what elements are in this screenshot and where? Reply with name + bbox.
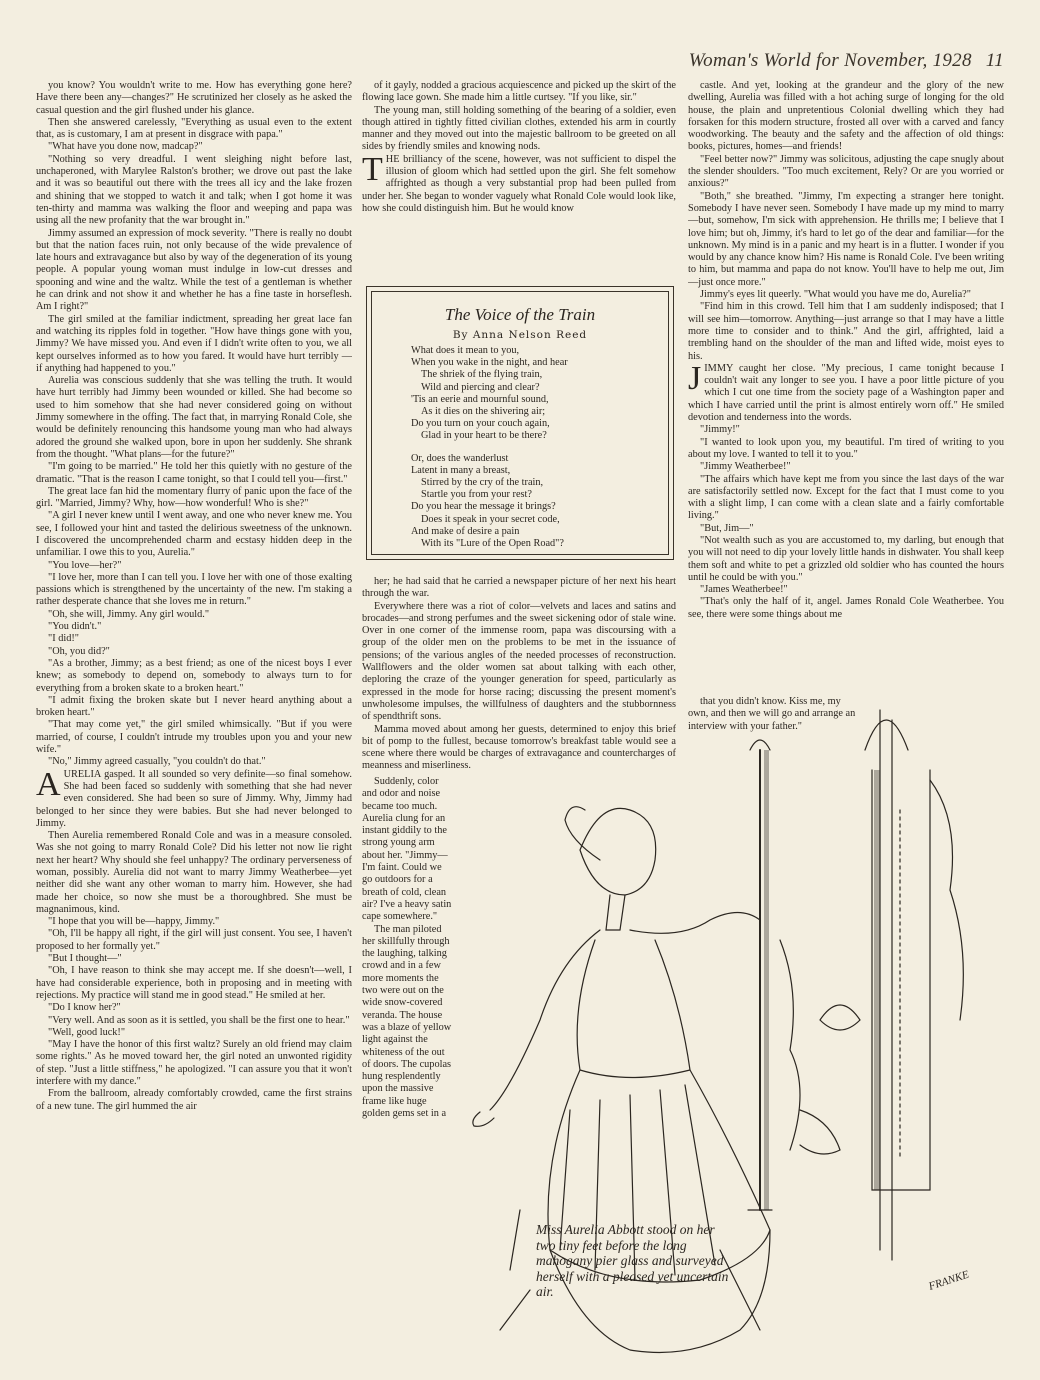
paragraph-text: The man piloted her skillfully through the laughing, talking crowd and in a few more moments the two were out on the wide snow-covered veranda. The house was a blaze of yellow light against the whiteness of the out of doors. The cupolas hung resplendently upon the massive frame like huge golden gems set in a [362, 923, 452, 1120]
paragraph-text: The girl smiled at the familiar indictment, spreading her great lace fan and watching its ripples fold in together. "How have things gone with you, Jimmy? We have missed you. And even if I didn't write often to you, we all kept ourselves informed as to how you fared. It would have hurt terribly — if anything had happened to you." [36, 313, 352, 374]
paragraph [688, 461, 1004, 473]
paragraph [688, 191, 1004, 289]
paragraph-text: "Oh, you did?" [48, 645, 110, 657]
paragraph-text: "Do I know her?" [48, 1002, 121, 1014]
poem-line: 'Tis an eerie and mournful sound, [411, 393, 549, 405]
poem-line: What does it mean to you, [411, 345, 520, 356]
paragraph [36, 375, 352, 461]
page-number: 11 [985, 50, 1004, 71]
poem-line: As it dies on the shivering air; [421, 406, 546, 418]
paragraph [36, 621, 352, 633]
svg-text:FRANKE: FRANKE [927, 1268, 971, 1293]
paragraph-text: Everywhere there was a riot of color—velvets and laces and satins and brocades—and strong perfumes and the sweet sickening odor of stale wine. Over in one corner of the immense room, papa was discoursing with a group of the older men on the problems to be met in the issuance of pensions; of the various angles of the needed processes of reconstruction. Wallflowers and the older women sat about talking with each other, deploring the craze of the younger generation for speed, particularly as expressed in the mode for horse racing; discussing the present moment's unwholesome impulses, the willfulness of daughters and the stubbornness of spendthrift sons. [362, 600, 676, 723]
paragraph-text: "Oh, she will, Jimmy. Any girl would." [48, 608, 210, 620]
paragraph-text: "I did!" [48, 633, 79, 645]
paragraph [362, 924, 454, 1121]
poem-line: The shriek of the flying train, [421, 369, 543, 381]
paragraph [36, 117, 352, 142]
poem-line: Do you turn on your couch again, [411, 418, 550, 430]
paragraph [688, 359, 1004, 424]
paragraph [36, 560, 352, 572]
publication-title: Woman's World for November, 1928 [688, 50, 972, 71]
paragraph-text: "Well, good luck!" [48, 1026, 126, 1038]
paragraph [688, 301, 1004, 362]
paragraph-text: Then Aurelia remembered Ronald Cole and was in a measure consoled. Was she not going to marry Ronald Cole? Did his letter not now lie right next her heart? Why should she feel unhappy? The ordinary perverseness of woman, possibly. Aurelia did not want to marry Jimmy Weatherbee—yet neither did she want any other woman to marry him. However, she had made her choice, so now she must be a thoroughbred. She must be magnanimous, kind. [36, 830, 352, 915]
paragraph [688, 437, 1004, 462]
paragraph [36, 965, 352, 1002]
paragraph [36, 461, 352, 486]
paragraph-text: "I love her, more than I can tell you. I love her with one of those exalting passions which is strengthened by the uncertainty of the new. I'm staking a rather desperate chance that she loves me in return." [36, 571, 352, 608]
paragraph [36, 572, 352, 609]
paragraph-text: "But, Jim—" [700, 522, 754, 534]
paragraph-text: that you didn't know. Kiss me, my own, and then we will go and arrange an interview with your father." [688, 696, 856, 732]
poem-line: Wild and piercing and clear? [421, 381, 540, 393]
paragraph [362, 150, 676, 215]
paragraph-text: HE brilliancy of the scene, however, was not sufficient to dispel the illusion of gloom which had settled upon the girl. She felt somehow affrighted as though a very substantial prop had been pulled from under her. She began to wonder vaguely what Ronald Cole would look like, how she could distinguish him. But he would know [362, 153, 676, 214]
paragraph-text: Then she answered carelessly, "Everything as usual even to the extent that, as is customary, I am at present in disgrace with papa." [36, 116, 352, 141]
poem-title: The Voice of the Train [444, 305, 596, 324]
paragraph-text: URELIA gasped. It all sounded so very definite—so final somehow. She had been faced so suddenly with something that she had never even considered. She had been so sure of Jimmy. Why, Jimmy had belonged to her since they were babies. But she had never belonged to Jimmy. [36, 768, 352, 829]
paragraph-text: "I'm going to be married." He told her this quietly with no gesture of the dramatic. "That is the reason I came tonight, so that I could tell you—first." [36, 461, 352, 485]
paragraph [36, 1015, 352, 1027]
paragraph [36, 80, 352, 117]
poem-line: Does it speak in your secret code, [421, 513, 560, 525]
poem-author: By Anna Nelson Reed [452, 329, 588, 341]
poem-line: When you wake in the night, and hear [411, 357, 568, 369]
column-2-narrow [362, 776, 454, 1196]
column-3 [688, 80, 1004, 696]
paragraph-text: "Not wealth such as you are accustomed to, my darling, but enough that you will not need to dip your lovely little hands in dishwater. You shall keep them soft and white to pet a grizzled old soldier who has counted the hours until he could be with you." [688, 534, 1004, 583]
paragraph-text: "You love—her?" [48, 559, 122, 571]
paragraph [688, 523, 1004, 535]
paragraph [688, 474, 1004, 523]
paragraph-text: Aurelia was conscious suddenly that she was telling the truth. It would have hurt terribly had Jimmy been wounded or killed. She had become so used to him somehow that she had never considered going on without Jimmy somewhere in the offing. The fact that, in marrying Ronald Cole, she would be definitely renouncing this handsome young man who had always adored the ground she walked upon, bore in upon her suddenly. She shrank from the thought. "What plans—for the future?" [36, 375, 352, 460]
poem-lines [411, 345, 663, 550]
paragraph-text: her; he had said that he carried a newspaper picture of her next his heart through the war. [362, 576, 676, 600]
paragraph-text: "The affairs which have kept me from you since the last days of the war are satisfactorily settled now. Except for the fact that I must come to you with a slight limp, I can come with a clean slate and a fairly comfortable living." [688, 473, 1004, 522]
paragraph-text: "Feel better now?" Jimmy was solicitous, adjusting the cape snugly about the slender shoulders. "Too much excitement, Rely? Or are you worried or anxious?" [688, 153, 1004, 190]
paragraph-text: "What have you done now, madcap?" [48, 141, 203, 153]
paragraph-text: "Nothing so very dreadful. I went sleighing night before last, unchaperoned, with Marylee Ralston's brother; we drove out past the lake and it was so beautiful out there with the trees all icy and the lake frozen and shining that we stopped to watch it and talk; when I got home it was ten-thirty and mamma was walking the floor and weeping and papa was using all the new profanity that the war brought in." [36, 153, 352, 227]
poem-line: Glad in your heart to be there? [421, 430, 547, 442]
paragraph-text: "You didn't." [48, 621, 102, 633]
paragraph [36, 765, 352, 830]
paragraph [688, 154, 1004, 191]
paragraph [36, 658, 352, 695]
paragraph [36, 719, 352, 756]
paragraph [36, 1088, 352, 1113]
paragraph [36, 141, 352, 153]
paragraph [688, 596, 1004, 621]
illustration-caption: Miss Aurelia Abbott stood on her two tiny feet before the long mahogany pier glass and surveyed herself with a pleased yet uncertain air. [536, 1222, 729, 1299]
poem-line: Latent in many a breast, [411, 464, 511, 476]
paragraph-text: "I wanted to look upon you, my beautiful. I'm tired of writing to you about my love. I wanted to tell it to you." [688, 436, 1004, 460]
drop-cap: A [36, 765, 61, 803]
paragraph-text: The great lace fan hid the momentary flurry of panic upon the face of the girl. "Married, Jimmy? Why, how—how wonderful! Who is she?" [36, 485, 352, 510]
paragraph [36, 486, 352, 511]
paragraph-text: of it gayly, nodded a gracious acquiescence and picked up the skirt of the flowing lace gown. She made him a little curtsey. "If you like, sir." [362, 80, 676, 104]
paragraph-text: castle. And yet, looking at the grandeur and the glory of the new dwelling, Aurelia was filled with a hot aching surge of longing for the old house, the plain and unpretentious Colonial dwelling which they had forsaken for this modern structure, frosted all over with a carved and fancy woodworking. The beauty and the safety and the affection of old things: books, pictures, homes—and friends! [688, 80, 1004, 153]
paragraph [36, 154, 352, 228]
paragraph [688, 289, 1004, 301]
paragraph [36, 928, 352, 953]
paragraph [36, 830, 352, 916]
paragraph [36, 953, 352, 965]
paragraph-text: "That may come yet," the girl smiled whimsically. "But if you were married, of course, I couldn't intrude my troubles upon you and your new wife." [36, 719, 352, 756]
drop-cap: J [688, 359, 702, 397]
paragraph-text: "I admit fixing the broken skate but I never heard anything about a broken heart." [36, 694, 352, 719]
paragraph [36, 228, 352, 314]
paragraph-text: "That's only the half of it, angel. James Ronald Cole Weatherbee. You see, there were some things about me [688, 596, 1004, 620]
paragraph-text: "Very well. And as soon as it is settled, you shall be the first one to hear." [48, 1014, 350, 1026]
paragraph-text: Mamma moved about among her guests, determined to enjoy this brief bit of pomp to the fullest, because tomorrow's breakfast table would see a scene where there would be charges of extravagance and countercharges of meanness and miserliness. [362, 723, 676, 772]
poem-line: Startle you from your rest? [421, 489, 532, 501]
paragraph-text: IMMY caught her close. "My precious, I came tonight because I couldn't wait any longer to see you. I have a poor little picture of you which I cut one time from the society page of a Washington paper and which I have carried until the print is almost entirely worn off." He smiled devotion and tenderness into the words. [688, 362, 1004, 424]
paragraph [36, 633, 352, 645]
paragraph [362, 776, 454, 924]
column-1 [36, 80, 352, 1370]
paragraph [688, 80, 1004, 154]
paragraph-text: "A girl I never knew until I went away, and one who never knew me. You see, I followed your hint and tasted the delirious sweetness of the unknown. I discovered the uncomprehended charm and ecstasy hidden deep in the unfamiliar. I owe this to you, Aurelia." [36, 510, 352, 559]
paragraph-text: "Oh, I have reason to think she may accept me. If she doesn't—well, I have had considerable experience, both in proposing and in meeting with rejections. My practice will stand me in good stead." He smiled at her. [36, 965, 352, 1001]
paragraph-text: "Jimmy Weatherbee!" [700, 461, 791, 473]
poem-box [366, 286, 674, 560]
poem-line: With its "Lure of the Open Road"? [421, 538, 564, 550]
paragraph-text: "May I have the honor of this first waltz? Surely an old friend may claim some rights." As he moved toward her, the girl noted an unwonted rigidity of step. "Just a little stiffness," he apologized. "I can assure you that it won't interfere with my dance." [36, 1039, 352, 1088]
paragraph [362, 576, 676, 601]
paragraph [362, 105, 676, 154]
paragraph [36, 695, 352, 720]
paragraph [688, 584, 1004, 596]
paragraph [36, 314, 352, 375]
paragraph-text: Jimmy's eyes lit queerly. "What would you have me do, Aurelia?" [700, 289, 971, 301]
paragraph [36, 1039, 352, 1088]
paragraph [688, 535, 1004, 584]
paragraph-text: "But I thought—" [48, 953, 122, 965]
paragraph-text: "Find him in this crowd. Tell him that I am suddenly indisposed; that I will see him—tomorrow. Anything—just arrange so that I may have a little more time to consider and to think." And the girl, affrighted, laid a trembling hand on the shoulder of the man and lifted wide, moist eyes to his. [688, 301, 1004, 362]
paragraph-text: "I hope that you will be—happy, Jimmy." [48, 916, 220, 928]
paragraph-text: "James Weatherbee!" [700, 584, 788, 596]
paragraph [36, 1002, 352, 1014]
paragraph [36, 1027, 352, 1039]
paragraph-text: "No," Jimmy agreed casually, "you couldn't do that." [48, 756, 266, 768]
poem-line: Or, does the wanderlust [411, 452, 509, 464]
poem-line: And make of desire a pain [411, 525, 520, 537]
paragraph-text: The young man, still holding something of the bearing of a soldier, even though attired in tightly fitted civilian clothes, extended his arm in courtly manner and they moved out into the majestic ballroom to be greeted on all sides by friendly smiles and knowing nods. [362, 104, 676, 153]
poem-line: Stirred by the cry of the train, [421, 477, 544, 489]
paragraph-text: "Oh, I'll be happy all right, if the girl will just consent. You see, I haven't proposed to her formally yet." [36, 928, 352, 952]
paragraph [362, 80, 676, 105]
poem-line: Do you hear the message it brings? [411, 501, 556, 513]
paragraph-text: "Both," she breathed. "Jimmy, I'm expecting a stranger here tonight. Somebody I have never seen. Somebody I have made up my mind to marry—but, somehow, I'm sick with apprehension. He thrills me; I believe that I love him; but oh, Jimmy, it's hard to let go of the dear and familiar—for the unknown. My mind is in a panic and my heart is in a flutter. I wonder if you would by any chance know him? His name is Ronald Cole. I've been writing to him, but mamma and papa do not know. You'll have to help me out, Jim—just once more." [688, 190, 1004, 288]
paragraph [36, 756, 352, 768]
paragraph-text: Suddenly, color and odor and noise became too much. Aurelia clung for an instant giddily to the strong young arm about her. "Jimmy—I'm faint. Could we go outdoors for a breath of cold, clean air? I've a heavy satin cape somewhere." [362, 776, 452, 923]
paragraph-text: "As a brother, Jimmy; as a best friend; as one of the nicest boys I ever knew; as somebody to depend on, somebody to always turn to for everything from a broken skate to a broken heart." [36, 657, 352, 694]
paragraph [688, 424, 1004, 436]
paragraph [36, 510, 352, 559]
column-2-top [362, 80, 676, 280]
running-head [689, 50, 1004, 72]
paragraph-text: From the ballroom, already comfortably crowded, came the first strains of a new tune. The girl hummed the air [36, 1088, 352, 1112]
paragraph [36, 916, 352, 928]
paragraph-text: "Jimmy!" [700, 424, 740, 436]
paragraph [36, 646, 352, 658]
drop-cap: T [362, 150, 383, 188]
paragraph-text: Jimmy assumed an expression of mock severity. "There is really no doubt but that the nation faces ruin, not only because of the wide prevalence of late hours and extravagance but also by way of the degeneration of its young people. A popular young woman must indulge in low-cut dresses and spooning and wine and the waltz. While the test of a gentleman is whether he can drink and not show it and whether he has a fine taste in horseflesh. Am I right?" [36, 227, 352, 313]
paragraph [36, 609, 352, 621]
paragraph-text: you know? You wouldn't write to me. How has everything gone here? Have there been any—changes?" He scrutinized her closely as he asked the casual question and the girl flushed under his glance. [36, 80, 352, 116]
